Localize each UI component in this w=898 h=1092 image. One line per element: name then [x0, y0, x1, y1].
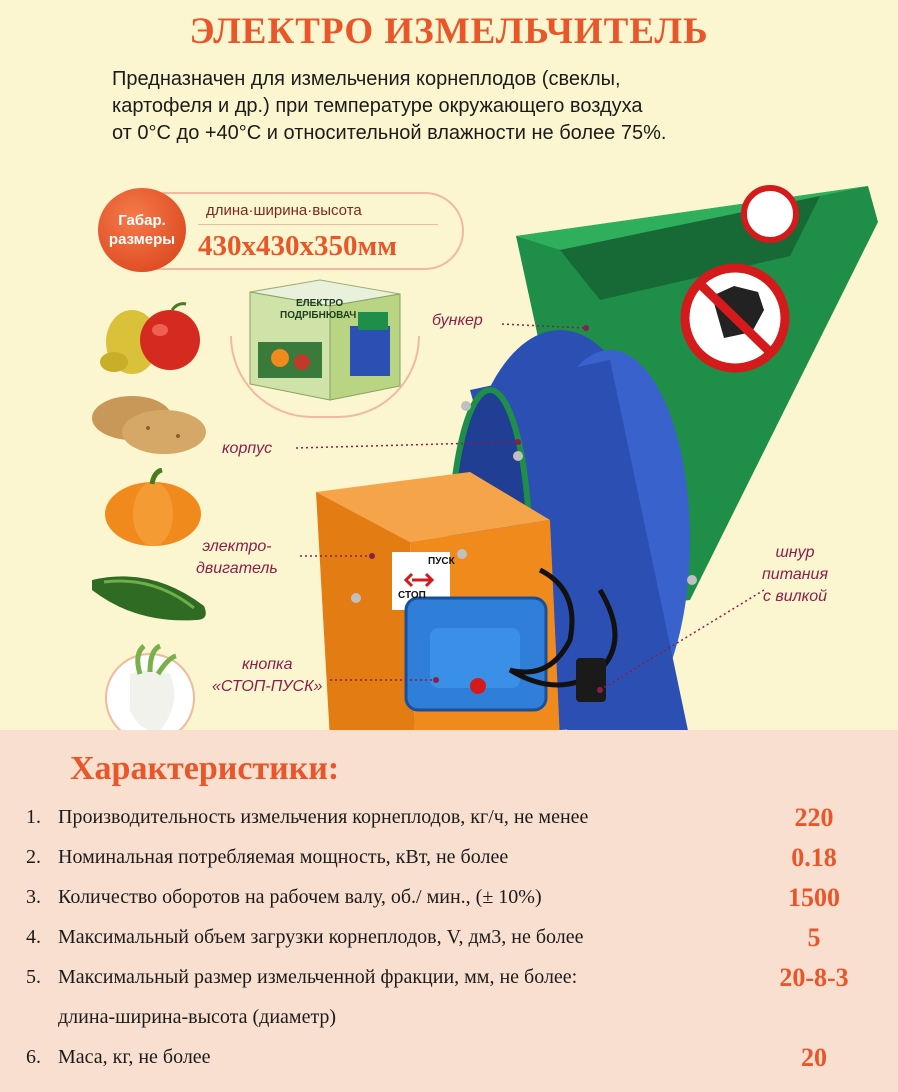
- spec-value: 1500: [788, 883, 840, 912]
- specs-title: Характеристики:: [70, 750, 340, 787]
- badge-line-1: Габар.: [118, 212, 166, 229]
- label-motor-line-1: электро-: [202, 538, 272, 555]
- intro-line-3: от 0°С до +40°С и относительной влажности не более 75%.: [112, 122, 667, 144]
- dimensions-label: длина·ширина·высота: [206, 202, 362, 219]
- spec-row: [0, 923, 898, 956]
- label-button-line-2: «СТОП-ПУСК»: [212, 678, 323, 695]
- spec-value: 0.18: [791, 843, 837, 872]
- label-cord-line-1: шнур: [775, 544, 815, 561]
- dimensions-value: 430х430х350мм: [198, 230, 398, 262]
- page-title: ЭЛЕКТРО ИЗМЕЛЬЧИТЕЛЬ: [189, 11, 709, 52]
- spec-value: 20-8-3: [779, 963, 849, 992]
- badge-line-2: размеры: [108, 231, 176, 248]
- spec-row: [0, 803, 898, 836]
- spec-row: [0, 963, 898, 996]
- spec-row: [0, 883, 898, 916]
- spec-text: Маса, кг, не более: [58, 1046, 211, 1068]
- spec-value: 20: [801, 1043, 827, 1072]
- label-body: корпус: [222, 440, 273, 457]
- switch-stop-label: СТОП: [398, 590, 426, 601]
- label-button: [212, 654, 322, 698]
- spec-text: Максимальный размер измельченной фракции, мм, не более:: [58, 966, 578, 988]
- intro-line-2: картофеля и др.) при температуре окружающего воздуха: [112, 95, 643, 117]
- label-button-line-1: кнопка: [241, 656, 293, 673]
- spec-value: 220: [794, 803, 834, 832]
- spec-text: Номинальная потребляемая мощность, кВт, не более: [58, 846, 509, 868]
- spec-text: Количество оборотов на рабочем валу, об./ мин., (± 10%): [58, 886, 542, 908]
- spec-value: 5: [807, 923, 821, 952]
- spec-text: длина-ширина-высота (диаметр): [58, 1006, 337, 1028]
- label-motor-line-2: двигатель: [196, 560, 278, 577]
- spec-number: 4.: [26, 926, 41, 948]
- spec-number: 1.: [26, 806, 41, 828]
- label-motor: [196, 536, 278, 580]
- spec-text: Максимальный объем загрузки корнеплодов, V, дм3, не более: [58, 926, 584, 948]
- spec-number: 2.: [26, 846, 41, 868]
- spec-row: [0, 1006, 898, 1036]
- label-cord-line-3: с вилкой: [762, 588, 828, 605]
- intro-line-1: Предназначен для измельчения корнеплодов (свеклы,: [112, 68, 621, 90]
- spec-text: Производительность измельчения корнеплодов, кг/ч, не менее: [58, 806, 589, 828]
- spec-number: 6.: [26, 1046, 41, 1068]
- label-cord-line-2: питания: [762, 566, 828, 583]
- label-cord: [762, 542, 828, 608]
- package-text-1: ЕЛЕКТРО: [296, 298, 344, 309]
- spec-row: [0, 1043, 898, 1076]
- spec-number: 5.: [26, 966, 41, 988]
- spec-row: [0, 843, 898, 876]
- package-text-2: ПОДРІБНЮВАЧ: [280, 310, 357, 321]
- label-hopper: бункер: [432, 312, 483, 329]
- switch-start-label: ПУСК: [428, 556, 455, 567]
- spec-number: 3.: [26, 886, 41, 908]
